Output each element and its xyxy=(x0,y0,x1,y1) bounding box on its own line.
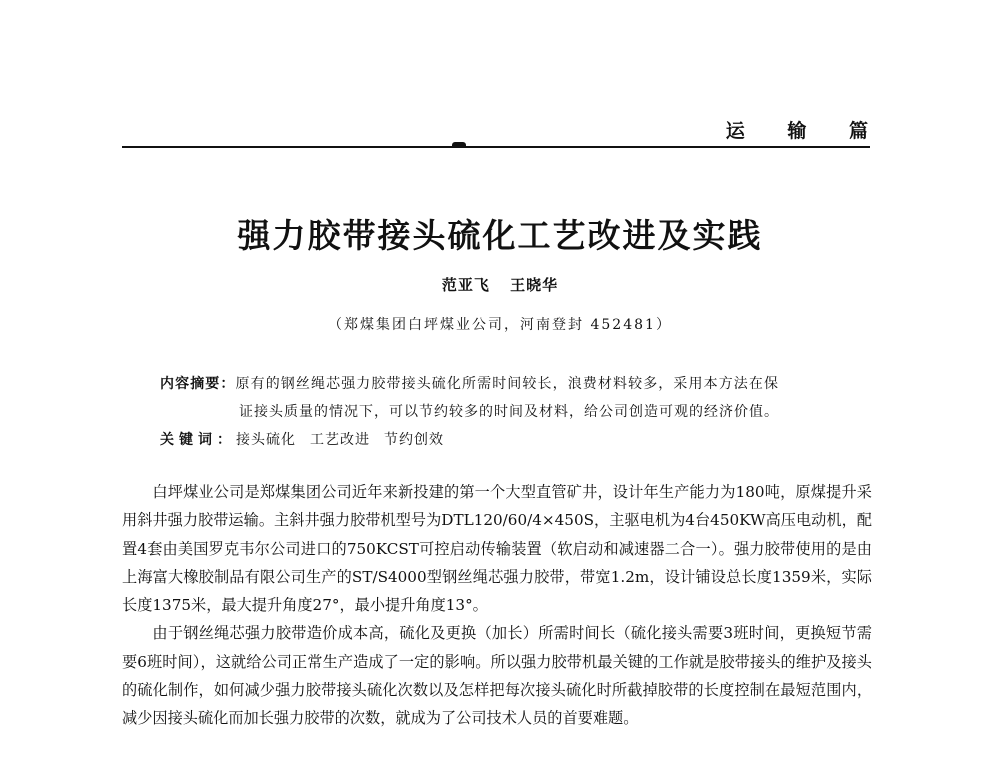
keyword-item: 节约创效 xyxy=(384,432,444,448)
keyword-item: 接头硫化 xyxy=(236,432,296,448)
article-authors: 范亚飞 王晓华 xyxy=(441,276,559,294)
body-paragraph-2: 由于钢丝绳芯强力胶带造价成本高，硫化及更换（加长）所需时间长（硫化接头需要3班时间，更换短节需要6班时间），这就给公司正常生产造成了一定的影响。所以强力胶带机最关键的工作就是胶带接头的维护及接头的硫化制作，如何减少强力胶带接头硫化次数以及怎样把每次接头硫化时所截掉胶带的长度控制在最短范围内，减少因接头硫化而加长强力胶带的次数，就成为了公司技术人员的首要难题。 xyxy=(122,624,872,728)
abstract-text-2: 证接头质量的情况下，可以节约较多的时间及材料，给公司创造可观的经济价值。 xyxy=(239,404,779,420)
header-rule xyxy=(122,146,870,148)
body-paragraph-1: 白坪煤业公司是郑煤集团公司近年来新投建的第一个大型直管矿井，设计年生产能力为180吨，原煤提升采用斜井强力胶带运输。主斜井强力胶带机型号为DTL120/60/4×450S，主驱电机为4台450KW高压电动机，配置4套由美国罗克韦尔公司进口的750KCST可控启动传输装置（软启动和减速器二合一）。强力胶带使用的是由上海富大橡胶制品有限公司生产的ST/S4000型钢丝绳芯强力胶带，带宽1.2m，设计铺设总长度1359米，实际长度1375米，最大提升角度27°，最小提升角度13°。 xyxy=(122,483,872,615)
keywords-label: 关键词： xyxy=(160,432,236,448)
header-rule-mark xyxy=(452,142,466,148)
keywords xyxy=(160,426,458,454)
article-title: 强力胶带接头硫化工艺改进及实践 xyxy=(237,216,763,255)
keyword-item: 工艺改进 xyxy=(310,432,370,448)
abstract-text-1: 原有的钢丝绳芯强力胶带接头硫化所需时间较长，浪费材料较多，采用本方法在保 xyxy=(235,376,780,392)
article-body xyxy=(122,478,872,733)
abstract-line-1 xyxy=(160,370,875,398)
abstract-label: 内容摘要： xyxy=(160,376,236,392)
abstract xyxy=(160,370,875,426)
article-affiliation: （郑煤集团白坪煤业公司，河南登封 452481） xyxy=(328,317,672,333)
section-label: 运 输 篇 xyxy=(725,120,886,142)
